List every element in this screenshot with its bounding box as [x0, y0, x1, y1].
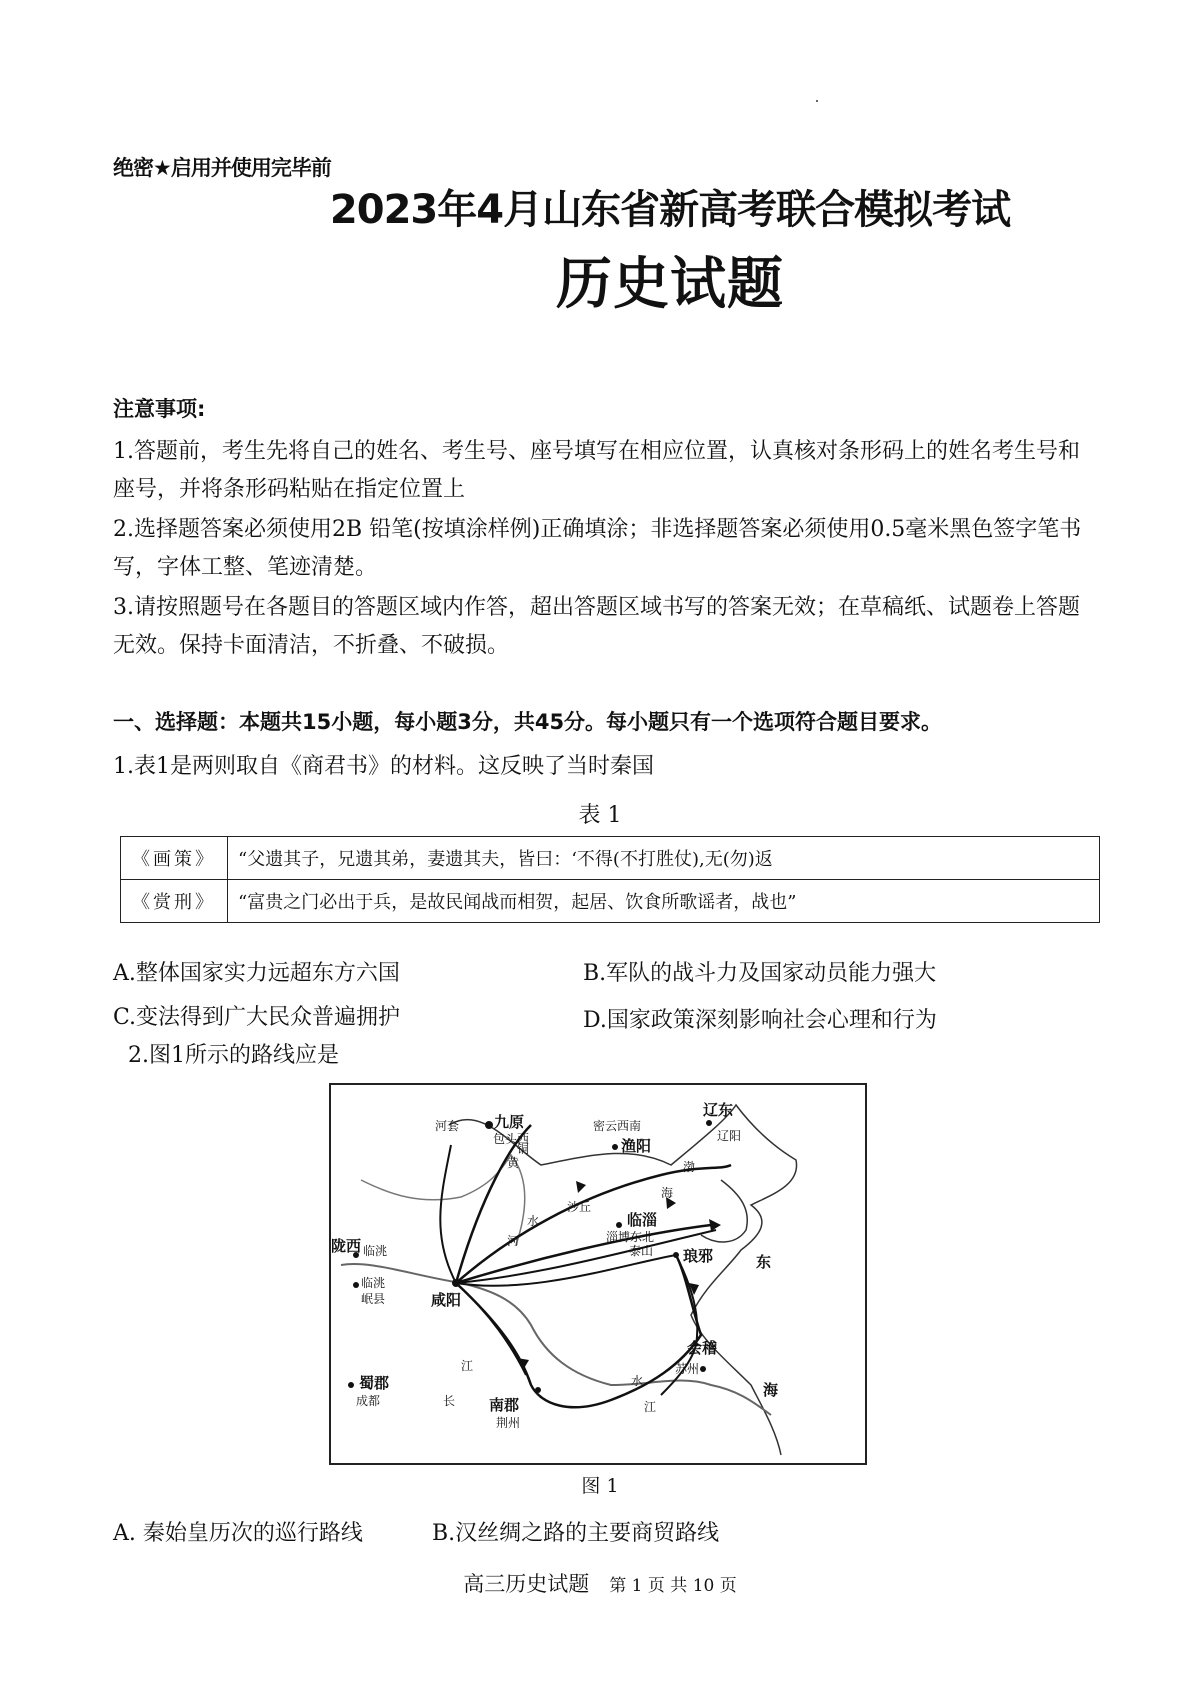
langya-marker [673, 1252, 679, 1258]
section-heading: 一、选择题：本题共15小题，每小题3分，共45分。每小题只有一个选项符合题目要求。 [113, 710, 943, 734]
q1-option-b: B.军队的战斗力及国家动员能力强大 [583, 961, 937, 986]
map-label-xianyang: 咸阳 [431, 1291, 462, 1309]
q1-option-d: D.国家政策深刻影响社会心理和行为 [583, 1008, 937, 1033]
map-label-lintao-2: 临洮 [361, 1276, 386, 1290]
map-label-liaoyang: 辽阳 [717, 1129, 742, 1143]
subject-title: 历史试题 [556, 252, 784, 317]
map-label-huang: 黄 [507, 1156, 520, 1170]
map-label-hai1: 海 [661, 1186, 674, 1200]
map-label-tong: 铜 [517, 1142, 530, 1156]
table-cell-source: 《赏刑》 [121, 880, 228, 923]
map-label-nanjun: 南郡 [489, 1396, 520, 1414]
map-label-jiang2: 江 [644, 1400, 657, 1414]
map-label-linzi: 临淄 [627, 1211, 658, 1229]
map-label-minxian: 岷县 [361, 1292, 386, 1306]
figure-caption: 图 1 [581, 1475, 619, 1497]
map-label-zibo: 淄博东北 [606, 1230, 655, 1244]
table-caption: 表 1 [578, 803, 622, 828]
question-1-stem: 1.表1是两则取自《商君书》的材料。这反映了当时秦国 [113, 754, 654, 779]
notice-item-2: 2.选择题答案必须使用2B 铅笔(按填涂样例)正确填涂；非选择题答案必须使用0.5毫米黑色签字笔书写，字体工整、笔迹清楚。 [113, 517, 1082, 580]
notice-item-3: 3.请按照题号在各题目的答题区域内作答，超出答题区域书写的答案无效；在草稿纸、试题卷上答题无效。保持卡面清洁，不折叠、不破损。 [113, 595, 1080, 658]
table-row [121, 837, 1100, 880]
table-row [121, 880, 1100, 923]
q1-option-c: C.变法得到广大民众普遍拥护 [113, 1005, 401, 1030]
table-cell-text: “富贵之门必出于兵，是故民闻战而相贺，起居、饮食所歌谣者，战也” [228, 880, 1100, 923]
map-label-shui: 水 [631, 1374, 644, 1388]
liaodong-marker [706, 1120, 712, 1126]
notice-heading: 注意事项: [113, 397, 206, 421]
qin-route-map [329, 1083, 867, 1465]
map-label-hetao: 河套 [435, 1119, 460, 1133]
map-label-jiang: 江 [461, 1359, 474, 1373]
q2-option-a: A. 秦始皇历次的巡行路线 [113, 1521, 363, 1546]
footer-page-number: 第 1 页 共 10 页 [609, 1576, 737, 1596]
confidential-label: 绝密★启用并使用完毕前 [113, 156, 331, 180]
map-label-jiuyuan: 九原 [494, 1113, 525, 1131]
xianyang-marker [452, 1279, 460, 1287]
map-label-hai2: 海 [763, 1381, 779, 1399]
map-label-jingzhou: 荆州 [496, 1416, 521, 1430]
suzhou-marker [700, 1366, 706, 1372]
map-label-shaqiu: 沙丘 [567, 1200, 592, 1214]
map-label-suzhou: 苏州 [675, 1362, 700, 1376]
map-label-he: 河 [507, 1234, 520, 1248]
q1-option-a: A.整体国家实力远超东方六国 [113, 961, 400, 986]
scan-speck [816, 100, 818, 102]
map-label-shu: 蜀郡 [359, 1374, 390, 1392]
lintao-marker [353, 1282, 359, 1288]
table-cell-source: 《画策》 [121, 837, 228, 880]
map-label-shui2: 水 [527, 1214, 540, 1228]
map-label-baotou: 包头西 [493, 1132, 530, 1146]
q2-option-b: B.汉丝绸之路的主要商贸路线 [432, 1521, 720, 1546]
notice-item-1: 1.答题前，考生先将自己的姓名、考生号、座号填写在相应位置，认真核对条形码上的姓名考生号和座号，并将条形码粘贴在指定位置上 [113, 439, 1080, 502]
nanjun-marker [535, 1387, 541, 1393]
map-label-kuaiji: 会稽 [687, 1339, 718, 1357]
page-footer [0, 1568, 1200, 1598]
map-label-bo: 渤 [683, 1160, 696, 1174]
yuyang-marker [612, 1144, 618, 1150]
route-map-drawing [331, 1085, 865, 1463]
map-label-dong: 东 [756, 1253, 772, 1271]
map-label-liaodong: 辽东 [703, 1101, 734, 1119]
jiuyuan-marker [485, 1121, 493, 1129]
map-label-longxi: 陇西 [331, 1237, 362, 1255]
footer-subject: 高三历史试题 [463, 1572, 590, 1596]
map-label-chang: 长 [443, 1394, 456, 1408]
exam-title: 2023年4月山东省新高考联合模拟考试 [329, 187, 1011, 233]
source-table [120, 836, 1100, 923]
map-label-taishan: 泰山 [629, 1244, 654, 1258]
map-label-yuyang: 渔阳 [621, 1137, 652, 1155]
map-label-chengdu: 成都 [356, 1394, 381, 1408]
map-label-lintao-1: 临洮 [363, 1244, 388, 1258]
table-cell-text: “父遗其子，兄遗其弟，妻遗其夫，皆曰：‘不得(不打胜仗),无(勿)返 [228, 837, 1100, 880]
map-label-miyun: 密云西南 [593, 1119, 642, 1133]
linzi-marker [616, 1222, 622, 1228]
shu-marker [348, 1382, 354, 1388]
map-label-langya: 琅邪 [683, 1247, 714, 1265]
question-2-stem: 2.图1所示的路线应是 [128, 1043, 339, 1068]
